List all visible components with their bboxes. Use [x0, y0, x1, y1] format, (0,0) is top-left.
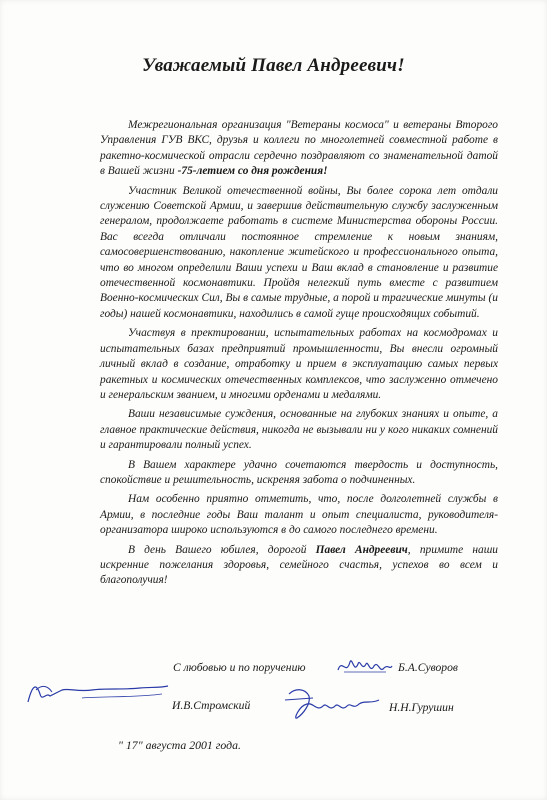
paragraph-1-text: Межрегиональная организация "Ветераны космоса" и ветераны Второго Управления ГУВ ВКС, друзья и коллеги по многолетней совместной работе в ракетно-космической отрасли сердечно поздравляют со знаменательной датой в Вашей жизни [100, 119, 498, 178]
paragraph-2: Участник Великой отечественной войны, Вы более сорока лет отдали служению Советской Армии, и завершив действительную службу заслуженным генералом, продолжаете работать в системе Министерства обороны России. Вас всегда отличали постоянное стремление к новым знаниям, самосовершенствованию, накопление житейского и профессионального опыта, что во многом определили Ваши успехи и Ваш вклад в становление и развитие отечественной космонавтики. Пройдя нелегкий путь вместе с развитием Военно-космических Сил, Вы в самые трудные, а порой и трагические минуты (и годы) нашей космонавтики, находились в самой гуще происходящих событий. [100, 184, 498, 320]
signature-suvorov [334, 652, 394, 682]
salutation-heading: Уважаемый Павел Андреевич! [142, 55, 405, 76]
letter-date: " 17" августа 2001 года. [118, 738, 241, 752]
closing-phrase: С любовью и по поручению [173, 661, 306, 674]
signature-gurushin [283, 684, 393, 724]
paragraph-7-bold-name: Павел Андреевич [315, 543, 408, 556]
paragraph-6: Нам особенно приятно отметить, что, после долголетней службы в Армии, в последние годы Ваш талант и опыт специалиста, руководителя-организатора широко используются в до самого последнего времени. [100, 493, 498, 537]
signer-name-gurushin: Н.Н.Гурушин [389, 701, 454, 714]
signer-name-stromsky: И.В.Стромский [172, 699, 251, 712]
paragraph-1 [100, 118, 498, 180]
letter-body [100, 118, 498, 593]
paragraph-1-bold-text: -75-летием со дня рождения! [177, 165, 328, 178]
paragraph-5: В Вашем характере удачно сочетаются твердость и доступность, спокойствие и решительность, искреняя забота о подчиненных. [100, 458, 498, 486]
signature-stromsky [22, 676, 172, 716]
paragraph-7-after: , примите наши искренние пожелания здоровья, семейного счастья, успехов во всем и благополучия! [100, 543, 498, 587]
paragraph-4: Ваши независимые суждения, основанные на глубоких знаниях и опыте, а главное практические действия, никогда не вызывали ни у кого никаких сомнений и гарантировали полный успех. [100, 408, 498, 452]
paragraph-3: Участвуя в пректировании, испытательных работах на космодромах и испытательных базах предприятий промышленности, Вы внесли огромный личный вклад в создание, отработку и прием в эксплуатацию самых первых ракетных и космических отечественных комплексов, что заслуженно отмечено и генеральским званием, и многими орденами и медалями. [100, 327, 498, 401]
signer-name-suvorov: Б.А.Суворов [398, 661, 458, 674]
paragraph-7-before: В день Вашего юбилея, дорогой [128, 543, 316, 556]
paragraph-7 [100, 543, 498, 589]
